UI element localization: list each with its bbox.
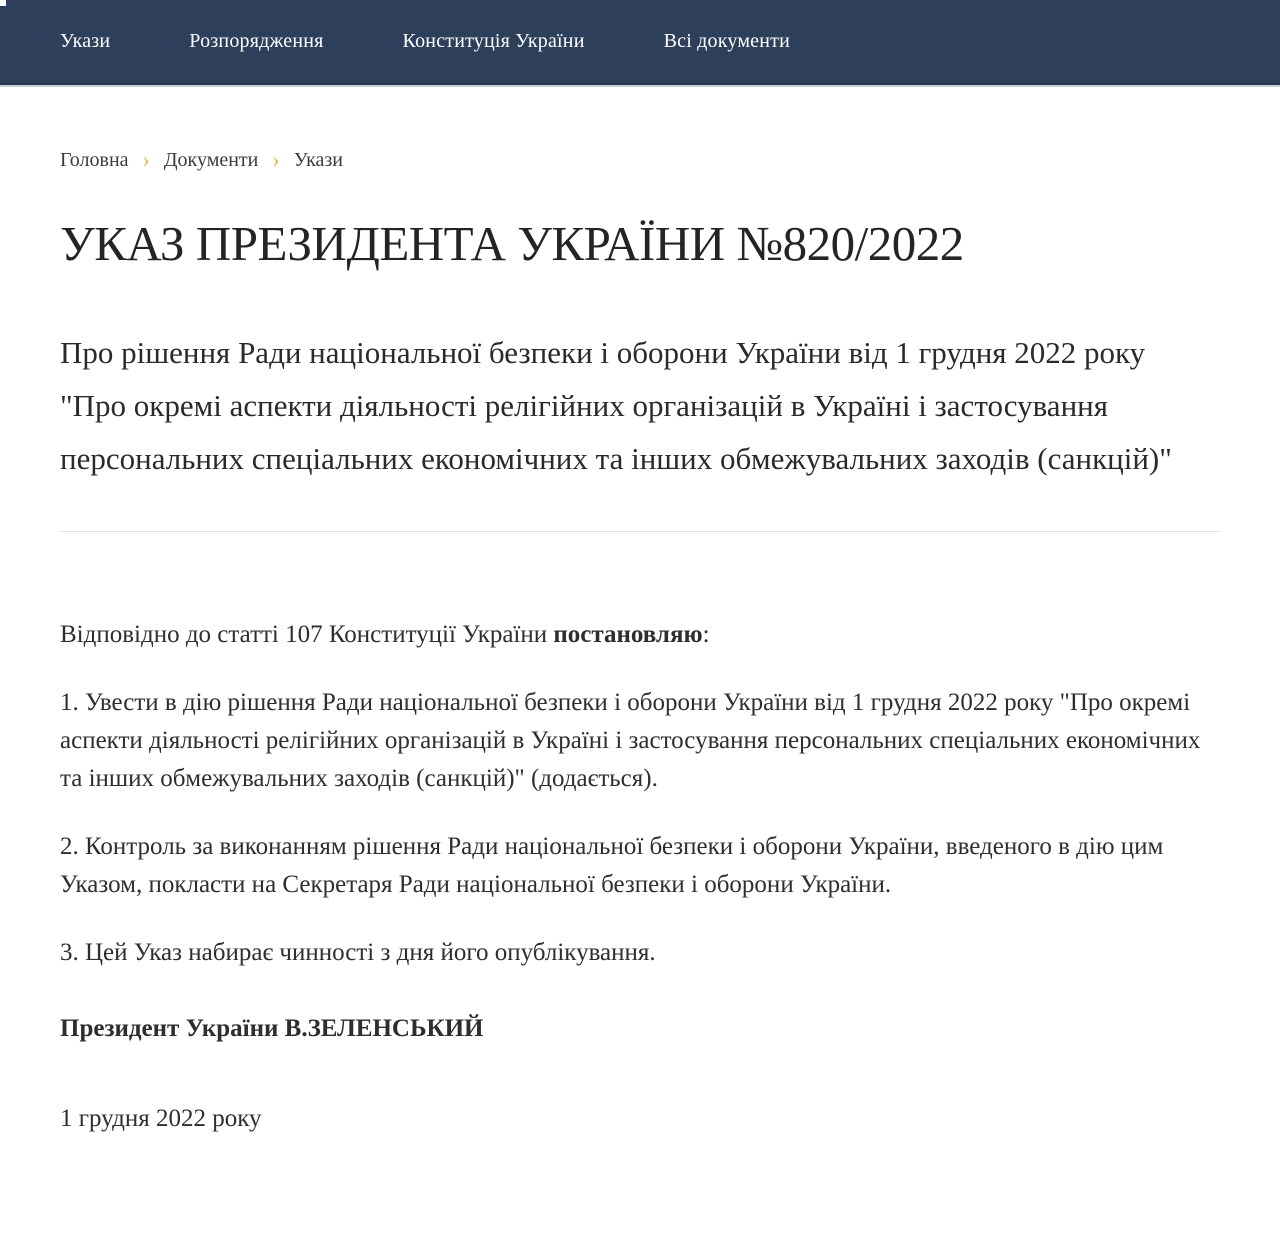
lead-colon: : — [702, 620, 710, 648]
lead-bold-word: постановляю — [553, 620, 703, 648]
divider — [60, 531, 1220, 532]
nav-item-rozporyadzhennya[interactable]: Розпорядження — [189, 29, 324, 52]
screen-corner-notch — [0, 0, 6, 6]
signature-line: Президент України В.ЗЕЛЕНСЬКИЙ — [60, 1014, 484, 1042]
lead-text: Відповідно до статті 107 Конституції України — [60, 620, 554, 648]
breadcrumb-link-dokumenty[interactable]: Документи — [163, 149, 259, 171]
document-page — [0, 146, 1280, 1158]
document-subtitle: Про рішення Ради національної безпеки і оборони України від 1 грудня 2022 року "Про окремі аспекти діяльності релігійних організацій в Україні і застосування персональних спеціальних економічних та інших обмежувальних заходів (санкцій)" — [60, 334, 1172, 476]
breadcrumb — [60, 146, 1220, 172]
chevron-right-icon: › — [142, 146, 150, 172]
nav-item-vsi-dokumenty[interactable]: Всі документи — [663, 29, 791, 52]
nav-item-ukazy[interactable]: Укази — [60, 29, 111, 52]
document-date: 1 грудня 2022 року — [60, 1104, 262, 1132]
top-nav — [0, 0, 1280, 85]
lead-paragraph — [60, 616, 1220, 654]
document-body — [60, 616, 1220, 1138]
chevron-right-icon: › — [272, 146, 280, 172]
page-title: УКАЗ ПРЕЗИДЕНТА УКРАЇНИ №820/2022 — [60, 216, 964, 271]
decree-paragraph-3: 3. Цей Указ набирає чинності з дня його опублікування. — [60, 938, 656, 966]
nav-item-konstytutsiya-ukrainy[interactable]: Конституція України — [402, 29, 585, 52]
breadcrumb-link-holovna[interactable]: Головна — [60, 149, 129, 171]
breadcrumb-link-ukazy[interactable]: Укази — [293, 149, 343, 171]
decree-paragraph-2: 2. Контроль за виконанням рішення Ради національної безпеки і оборони України, введеного в дію цим Указом, покласти на Секретаря Ради національної безпеки і оборони України. — [60, 832, 1164, 898]
decree-paragraph-1: 1. Увести в дію рішення Ради національної безпеки і оборони України від 1 грудня 2022 року "Про окремі аспекти діяльності релігійних організацій в Україні і застосування персональних спеціальних економічних та інших обмежувальних заходів (санкцій)" (додається). — [60, 688, 1201, 792]
